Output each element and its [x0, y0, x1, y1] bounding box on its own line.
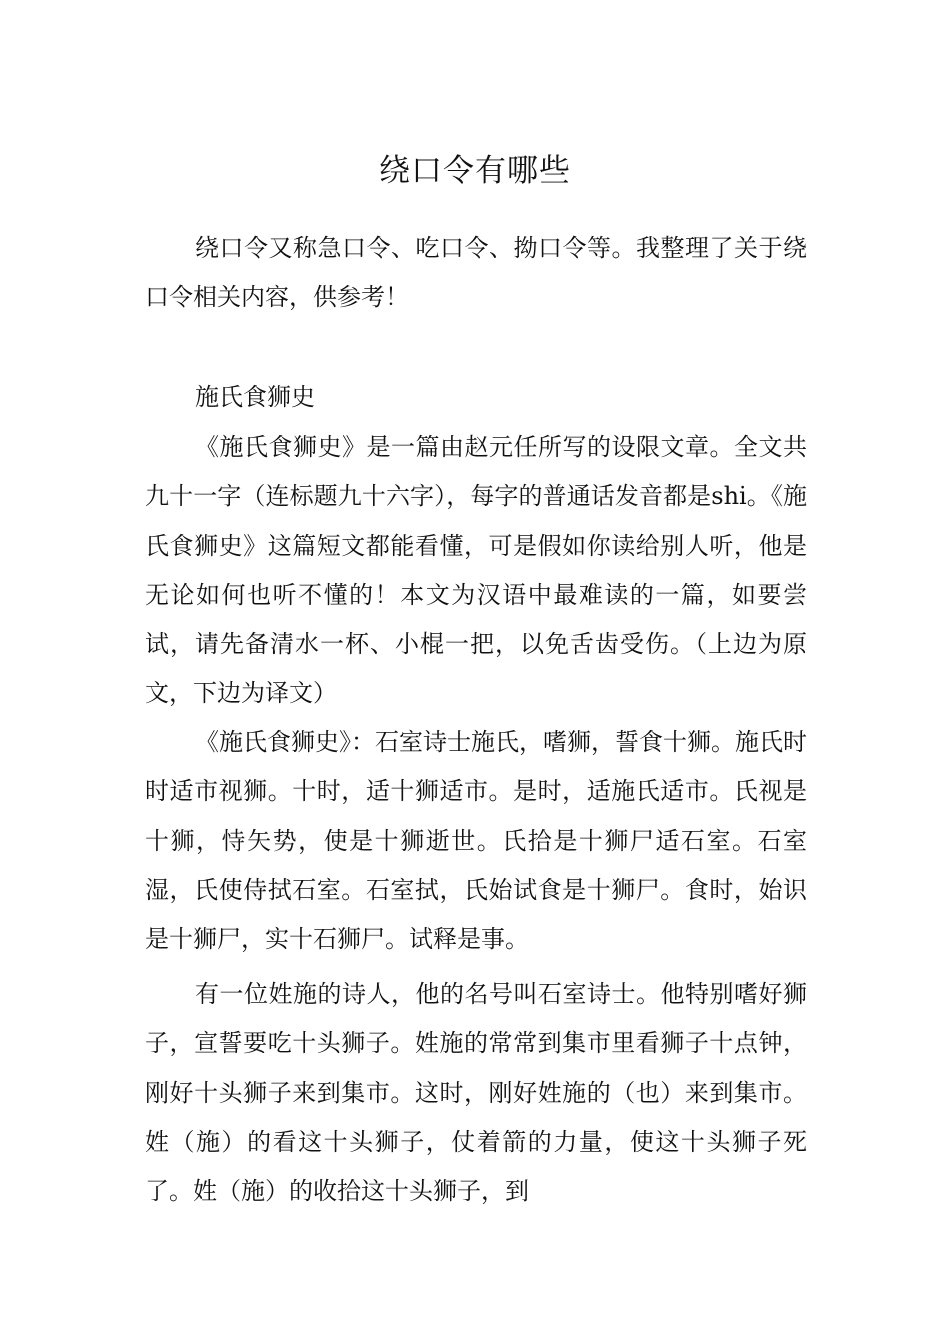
body-paragraph: 《施氏食狮史》：石室诗士施氏，嗜狮，誓食十狮。施氏时时适市视狮。十时，适十狮适市。是时，适施氏适市。氏视是十狮，恃矢势，使是十狮逝世。氏拾是十狮尸适石室。石室湿，氏使侍拭石室。石室拭，氏始试食是十狮尸。食时，始识是十狮尸，实十石狮尸。试释是事。: [145, 728, 807, 954]
body-paragraph: 《施氏食狮史》是一篇由赵元任所写的设限文章。全文共九十一字（连标题九十六字），每字的普通话发音都是shi。《施氏食狮史》这篇短文都能看懂，可是假如你读给别人听，他是无论如何也听不懂的！本文为汉语中最难读的一篇，如要尝试，请先备清水一杯、小棍一把，以免舌齿受伤。（上边为原文，下边为译文）: [145, 433, 807, 708]
section-heading: 施氏食狮史: [195, 383, 315, 411]
body-paragraph: 有一位姓施的诗人，他的名号叫石室诗士。他特别嗜好狮子，宣誓要吃十头狮子。姓施的常常到集市里看狮子十点钟，刚好十头狮子来到集市。这时，刚好姓施的（也）来到集市。姓（施）的看这十头狮子，仗着箭的力量，使这十头狮子死了。姓（施）的收拾这十头狮子，到: [145, 980, 807, 1206]
intro-paragraph: 绕口令又称急口令、吃口令、拗口令等。我整理了关于绕口令相关内容，供参考！: [145, 234, 807, 312]
document-title: 绕口令有哪些: [379, 152, 571, 189]
